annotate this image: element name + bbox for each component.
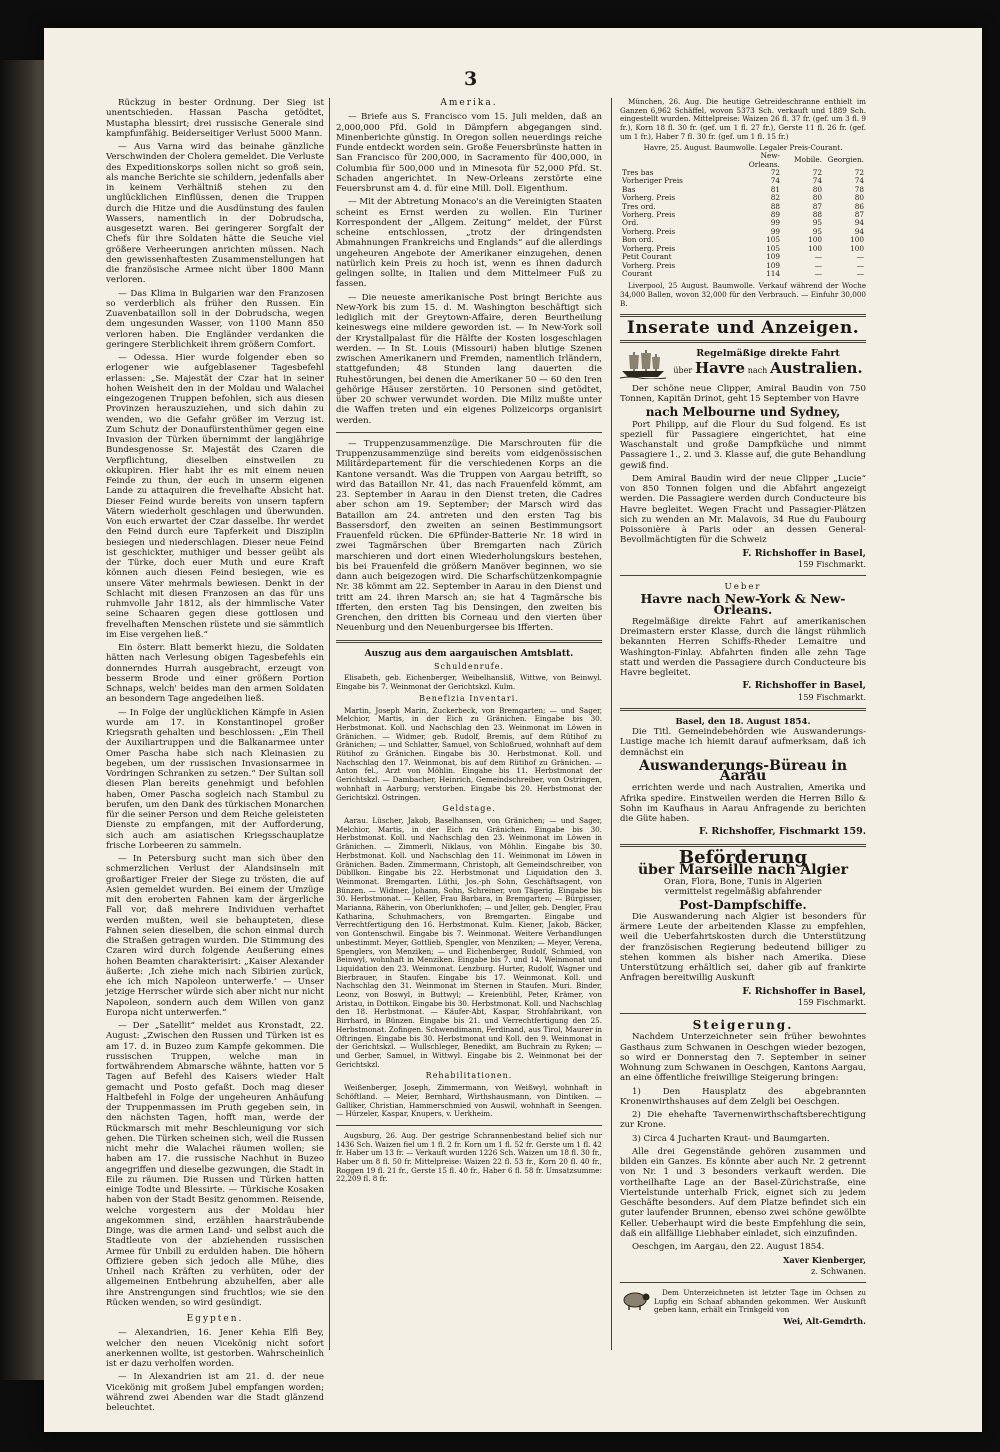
ad-text: Dem Amiral Baudin wird der neue Clipper „Lucie“ von 850 Tonnen folgen und die Abfahrt angezeigt werden. Die Passagiere werden durch Conducteure bis Havre begleitet. Wegen Fracht und Passagier-Plätzen sich zu wenden an Mr. Malavois, 34 Rue du Faubourg Poissonière à Paris oder an dessen General-Bevollmächtigten für die Schweiz — [620, 473, 866, 546]
table-row — [620, 262, 866, 270]
ad-list-item: 1) Den Hausplatz des abgebrannten Kronenwirthshauses auf dem Zelgli bei Oeschgen. — [620, 1086, 866, 1107]
ad-route-line — [670, 359, 866, 380]
ad-address: z. Schwanen. — [811, 1265, 866, 1276]
ad-pre: Regelmäßige direkte Fahrt — [696, 347, 840, 359]
ad-text: Nachdem Unterzeichneter sein früher bewohntes Gasthaus zum Schwanen in Oeschgen wieder bezogen, so wird er Donnerstag den 7. September in seiner Wohnung zum Schwanen in Oeschgen, Kantons Aargau, an eine öffentliche freiwillige Steigerung bringen: — [620, 1032, 866, 1084]
table-header — [620, 152, 740, 169]
ad-headline — [670, 349, 866, 380]
table-cell: Bon ord. — [622, 235, 654, 245]
table-cell: 87 — [854, 210, 864, 220]
table-cell: 74 — [854, 176, 864, 186]
divider — [620, 708, 866, 711]
ad-word: nach — [747, 365, 768, 375]
scan-left-edge — [0, 60, 44, 1380]
ad-signature: F. Richshoffer in Basel, — [742, 680, 866, 692]
table-cell: 105 — [766, 243, 780, 253]
ship-banner — [620, 349, 866, 380]
ad-text: Der schöne neue Clipper, Amiral Baudin von 750 Tonnen, Kapitän Drinot, geht 15 September von Havre — [620, 383, 866, 405]
section-heading-egypt: Egypten. — [186, 1314, 244, 1324]
section-heading-amtsblatt: Auszug aus dem aargauischen Amtsblatt. — [364, 648, 574, 659]
ad-text: errichten werde und nach Australien, Amerika und Afrika spedire. Einstweilen werden die Herren Billo & Sohn im Kaufhaus in Aarau Anfragende zu berichten die Güte haben. — [620, 783, 866, 825]
table-cell: 100 — [850, 243, 864, 253]
table-cell: 80 — [812, 184, 822, 194]
table-cell: 72 — [770, 168, 780, 178]
table-cell: Tres bas — [622, 168, 654, 178]
table-cell: 72 — [854, 168, 864, 178]
table-cell: — — [814, 252, 822, 262]
section-heading-inserate: Inserate und Anzeigen. — [626, 318, 860, 339]
ad-address: 159 Fischmarkt. — [797, 558, 866, 569]
table-cell: — — [814, 268, 822, 278]
ad-word: Ueber — [724, 582, 762, 593]
table-cell: 95 — [812, 226, 822, 236]
table-header: New-Orleans. — [748, 151, 780, 169]
ad-body — [654, 1289, 866, 1326]
divider — [620, 575, 866, 576]
ad-word: Havre — [694, 358, 745, 377]
article-paragraph: — In Petersburg sucht man sich über den schmerzlichen Verlust der Alandsinseln mit großartiger Freier der Siege zu trösten, die auf Asien gemeldet wurden. Bei einem der Umzüge mit den eroberten Fahnen kam der ärgerliche Fall vor, daß mehrere Individuen verhaftet werden mußten, weil sie behaupteten, diese Fahnen seien dieselben, die schon einmal durch die Straßen getragen wurden. Die Stimmung des Czaren wird durch folgende Aeußerung eines hohen Beamten charakterisirt: „Kaiser Alexander äußerte: ‚Ich ziehe mich nach Sibirien zurück, ehe ich mich Napoleon unterwerfe.‘ — Unser jetzige Herrscher würde sich aber nicht nur nicht Napoleon, sondern auch dem Willen von ganz Europa nicht unterwerfen.“ — [106, 854, 324, 1018]
table-cell: 99 — [770, 226, 780, 236]
ad-route: nach Melbourne und Sydney, — [645, 405, 841, 420]
ad-subtitle: Post-Dampfschiffe. — [679, 897, 807, 912]
ad-signature: F. Richshoffer in Basel, — [742, 547, 866, 559]
notice-text: Weißenberger, Joseph, Zimmermann, von Weißwyl, wohnhaft in Schöftland. — Meier, Bernhard, Wirthshausmann, von Dintiken. — Galliker, Christian, Hammerschmied von Auswil, wohnhaft in Seengen. — Hürzeler, Kaspar, Knupers, v. Uerkheim. — [336, 1083, 602, 1119]
article-paragraph: — Der „Satellit“ meldet aus Kronstadt, 22. August: „Zwischen den Russen und Türken ist es am 17. d. in Buzeo zum Kampfe gekommen. Die russischen Truppen, welche man in fortwährendem Abmarsche wähnte, hatten vor 5 Tagen auf Befehl des Kaisers wieder Halt gemacht und Posto gefaßt. Doch mag dieser Haltbefehl in Folge der ungeheuren Anhäufung der Truppenmassen im Pruth gegeben sein, in den nächsten Tagen, hofft man, werde der Rückmarsch mit mehr Beschleunigung vor sich gehen. Die Türken scheinen sich, weil die Russen nicht mehr die Walachei räumen wollen; sie haben am 17. die russische Nachhut in Buzeo angegriffen und dieselbe gezwungen, die Stadt in Eile zu räumen. Die Russen und Türken hatten einige Todte und Blessirte. — Türkische Kosaken haben von der Stadt Besitz genommen. Reisende, welche vorgestern aus der Moldau hier angekommen sind, erzählen haarsträubende Dinge, was die armen Land- und selbst auch die Stadtleute von der abziehenden russischen Armee für Unbill zu erdulden haben. Die höhern Offiziere geben sich jedoch alle Mühe, dies Unheil nach Kräften zu verhüten, oder der allgemeinen Entbehrung abzuhelfen, aber alle ihre Anstrengungen sind fruchtlos; wie sie den Rücken wenden, so wird gesündigt. — [106, 1021, 324, 1308]
table-cell: 78 — [854, 184, 864, 194]
table-cell: Tres ord. — [622, 201, 656, 211]
column-1 — [106, 98, 324, 1416]
table-cell: 100 — [808, 235, 822, 245]
table-cell: 80 — [812, 193, 822, 203]
article-paragraph: — Das Klima in Bulgarien war den Franzosen so verderblich als früher den Russen. Ein Zuavenbataillon soll in der Dobrudscha, wegen dem ungesunden Wasser, von 1100 Mann 850 verloren haben. Die Engländer verdanken die geringere Sterblichkeit ihrem größern Comfort. — [106, 288, 324, 350]
notice-text: Martin, Joseph Marin, Zuckerbeck, von Bremgarten; — und Sager, Melchior, Martis, in der Eich zu Gränichen. Eingabe bis 30. Herbstmonat. Koll. und Nachschlag den 23. Weinmonat im Löwen in Gränichen. — Widmer, geb. Rudolf, Bremis, auf dem Rütihof zu Gränichen; — und Schlatter, Samuel, von Schloßrued, wohnhaft auf dem Rütihof zu Gränichen. Eingabe bis 30. Herbstmonat. Koll. und Nachschlag den 17. Weinmonat, bis auf dem Rütihof zu Gränichen. — Anton fel., Arzt von Möhlin. Eingabe bis 11. Herbstmonat der Gerichtskzl. — Dambacher, Heinrich, Gemeindschreiber, von Ostringen, wohnhaft in Aarburg; verstorben. Eingabe bis 20. Herbstmonat der Gerichtskzl. Ostringen. — [336, 705, 602, 802]
table-row — [620, 270, 866, 278]
column-rule — [611, 98, 612, 1350]
notice-text: Elisabeth, geb. Eichenberger, Weibelhansliß, Wittwe, von Beinwyl. Eingabe bis 7. Weinmonat der Gerichtskzl. Kulm. — [336, 673, 602, 692]
table-header-row — [620, 152, 866, 169]
table-cell: 100 — [808, 243, 822, 253]
advertisement-newyork — [620, 582, 866, 702]
table-row — [620, 177, 866, 185]
subheading: Rehabilitationen. — [425, 1071, 513, 1081]
table-cell: Vorheriger Preis — [622, 176, 683, 186]
table-cell: Vorherg. Preis — [622, 260, 676, 270]
divider — [620, 340, 866, 343]
ad-signature: F. Richshoffer in Basel, — [742, 985, 866, 997]
table-cell: 89 — [770, 210, 780, 220]
advertisement-buereau — [620, 717, 866, 838]
table-cell: 74 — [770, 176, 780, 186]
table-cell: 74 — [812, 176, 822, 186]
divider — [336, 1125, 602, 1126]
article-paragraph: — Briefe aus S. Francisco vom 15. Juli melden, daß an 2,000,000 Pfd. Gold in Dämpfern abgegangen sind. Minenberichte günstig. In Oregon sollen neuerdings reiche Funde entdeckt worden sein. Große Feuersbrünste hatten in San Francisco für 200,000, in Sacramento für 400,000, in Columbia für 500,000 und in Minesota für 52,000 Pfd. St. Schaden angerichtet. In New-Orleans zerstörte eine Feuersbrunst am 4. d. für eine Mill. Doll. Eigenthum. — [336, 112, 602, 194]
ad-signature: Xaver Kienberger, — [783, 1255, 866, 1266]
advertisement-australia — [620, 349, 866, 570]
notice-text: Aarau. Lüscher, Jakob, Baselhansen, von Gränichen; — und Sager, Melchior, Martis, in der Eich zu Gränichen. Eingabe bis 30. Herbstmonat. Koll. und Nachschlag den 23. Weinmonat im Löwen in Gränichen. — Zimmerli, Niklaus, von Möhlin. Eingabe bis 30. Herbstmonat. Koll. und Nachschlag den 11. Weinmonat im Löwen in Gränichen. Baden. Zimmermann, Christoph, alt Gemeindschreiber, von Dübllkon. Eingabe bis 22. Herbstmonat und Liquidation den 3. Weinmonat. Bremgarten. Lüthi, Jos.-ph Sohn, Geschäftsagent, von Bünzen. — Widmer, Johann, Sohn, Schreiner, von Tägerig. Eingabe bis 30. Herbstmonat. — Keller, Frau Barbara, in Bremgarten; — Bürgisser, Marianna, Räherin, von Oberlunkhofen; — und Jeller, geb. Dengler, Frau Katharina, Schuhmachers, von Bremgarten. Eingabe und Verrechtfertigung den 16. Herbstmonat. Kulm. Kiener, Jakob, Bäcker, von Gontenschwil. Eingabe bis 7. Weinmonat. Weitere Verhandlungen unbestimmt. Meyer, Gottlieb, Spengler, von Menziken; — Meyer, Verena, Spenglers, von Menziken; — und Eichenberger, Rudolf, Schmied, von Beinwyl, wohnhaft in Menziken. Eingabe bis 7. und 14. Weinmonat und Liquidation den 23. Weinmonat. Lenzburg. Hurter, Rudolf, Wagner und Bierbrauer, in Staufen. Eingabe bis 17. Weinmonat. Koll. und Nachschlag den 31. Weinmonat im Sternen in Staufen. Muri. Binder, Leonz, von Boswyl, in Buttwyl; — Kreienbühl, Peter, Krämer, von Aristau, in Dottikon. Eingabe bis 30. Herbstmonat. Koll. und Nachschlag den 18. Herbstmonat. — Käufer-Abt, Kaspar, Strohfabrikant, von Birrhard, in Bünzen. Eingabe bis 21. und Verrechtfertigung den 25. Herbstmonat. Zofingen. Schwendimann, Ferdinand, aus Tirol, Maurer in Oftringen. Eingabe bis 30. Herbstmonat und Koll. den 9. Weinmonat in der Gerichtskzl. — Wullschleger, Benedikt, am Buchrain zu Ryken; — und Gerber, Samuel, in Wittwyl. Eingabe bis 2. Weinmonat bei der Gerichtskzl. — [336, 816, 602, 1069]
table-row — [620, 228, 866, 236]
table-cell: 86 — [854, 201, 864, 211]
article-paragraph: Ein österr. Blatt bemerkt hiezu, die Soldaten hätten nach Verlesung obigen Tagesbefehls ein donnerndes Hurrah ausgebracht, erzeugt von besserm Brode und einer größern Portion Schnaps, welch' beides man den armen Soldaten an besondern Tage angedeihen ließ. — [106, 643, 324, 705]
table-cell: Vorherg. Preis — [622, 243, 676, 253]
ad-dateline: Basel, den 18. August 1854. — [675, 716, 811, 727]
table-cell: 72 — [812, 168, 822, 178]
column-3 — [620, 98, 866, 1326]
article-paragraph: Rückzug in bester Ordnung. Der Sieg ist unentschieden. Hassan Pascha getödtet, Mustapha blessirt; drei russische Generale sind kampfunfähig. Beiderseitiger Verlust 5000 Mann. — [106, 98, 324, 139]
column-rule — [329, 98, 330, 1350]
table-cell: — — [856, 252, 864, 262]
divider — [620, 1282, 866, 1283]
havre-heading: Havre, 25. August. Baumwolle. Legaler Preis-Courant. — [643, 142, 843, 152]
table-cell: Vorherg. Preis — [622, 210, 676, 220]
table-row — [620, 194, 866, 202]
article-paragraph: — In Folge der unglücklichen Kämpfe in Asien wurde am 17. in Konstantinopel großer Kriegsrath gehalten und beschlossen: „Ein Theil der Auxiliartruppen und die Balkanarmee unter Omer Pascha habe sich nach Kleinasien zu begeben, um der russischen Invasionsarmee in Vordringen Schranken zu setzen.“ Der Sultan soll diesen Plan bereits genehmigt und befohlen haben, Omer Pascha sogleich nach Stambul zu berufen, um den Dank des türkischen Monarchen für die seiner Person und dem Reiche geleisteten Dienste zu empfangen, mit der Aufforderung, sich auch am asiatischen Kriegsschauplatze frische Lorbeeren zu sammeln. — [106, 707, 324, 851]
table-cell: — — [814, 260, 822, 270]
article-paragraph: — Mit der Abtretung Monaco's an die Vereinigten Staaten scheint es Ernst werden zu wollen. Ein Turiner Korrespondent der „Allgem. Zeitung“ meldet, der Fürst scheine entschlossen, „trotz der dringendsten Abmahnungen Frankreichs und Englands“ auf die allerdings ungeheuren Angebote der Amerikaner einzugehen, denen natürlich kein Preis zu hoch ist, wenn es ihnen dadurch gelingen sollte, in Italien und dem Mittelmeer Fuß zu fassen. — [336, 197, 602, 290]
ad-text: Dem Unterzeichneten ist letzter Tage im Ochsen zu Lupfig ein Schaaf abhanden gekommen. Wer Auskunft geben kann, erhält ein Trinkgeld von — [654, 1287, 866, 1315]
ad-subtitle: Oran, Flora, Bone, Tunis in Algerien — [663, 877, 823, 888]
ad-subtitle: vermittelst regelmäßig abfahrender — [664, 887, 822, 898]
ad-address: 159 Fischmarkt. — [797, 691, 866, 702]
ad-text: Die Auswanderung nach Algier ist besonders für ärmere Leute der arbeitenden Klasse zu empfehlen, weil die Ueberfahrtskosten durch die Unterstützung der französischen Regierung bedeutend billiger zu stehen kommen als bisher nach Amerika. Diese Unterstützung erhältlich sei, daher gib auf frankirte Anfragen bereitwillig Auskunft — [620, 911, 866, 984]
market-report: München, 26. Aug. Die heutige Getreideschranne enthielt im Ganzen 6,962 Schäffel, wovon 5373 Sch. verkauft und 1889 Sch. eingestellt wurden. Mittelpreise: Waizen 26 fl. 37 fr. (gef. um 3 fl. 9 fr.), Korn 18 fl. 30 fr. (gef. um 1 fl. 27 fr.), Gerste 11 fl. 26 fr. (gef. um 1 fr.), Haber 7 fl. 30 fr. (gef. um 1 fl. 15 fr.) — [620, 97, 866, 141]
market-report: Augsburg, 26. Aug. Der gestrige Schrannenbestand belief sich nur 1436 Sch. Waizen fiel um 1 fl. 2 fr. Korn um 1 fl. 52 fr. Gerste um 1 fl. 42 fr. Haber um 13 fr. — Verkauft wurden 1226 Sch. Waizen um 18 fl. 30 fr., Haber um 8 fl. 50 fr. Mittelpreise: Waizen 22 fl. 53 fr., Korn 20 fl. 40 fr., Roggen 19 fl. 21 fr., Gerste 15 fl. 40 fr., Haber 6 fl. 58 fr. Umsatzsumme: 22,209 fl. 8 fr. — [336, 1130, 602, 1184]
article-paragraph: — In Alexandrien ist am 21. d. der neue Vicekönig mit großem Jubel empfangen worden; während zwei Abenden war die Stadt glänzend beleuchtet. — [106, 1372, 324, 1413]
table-cell: 105 — [766, 235, 780, 245]
sheep-icon — [620, 1289, 650, 1311]
table-cell: 109 — [766, 260, 780, 270]
subheading: Benefizia Inventari. — [419, 693, 519, 703]
table-cell: 94 — [854, 218, 864, 228]
article-paragraph: — Odessa. Hier wurde folgender eben so erlogener wie aufgeblasener Tagesbefehl erlassen: „Se. Majestät der Czar hat in seiner hohen Weisheit den in der Moldau und Walachei eingezogenen Truppen befohlen, sich aus diesen Provinzen herauszuziehen, und sich dahin zu wenden, wo die Gefahr größer im Verzug ist. Zum Schutz der Donaufürstenthümer gegen eine Invasion der Türken übernimmt der langjährige Bundesgenosse Sr. Majestät des Czaren die Verpflichtung, dieselben einstweilen zu okkupiren. Hier habt ihr es mit einem neuen Feinde zu thun, der euch in unserm eigenen Lande zu attaquiren die frevelhafte Absicht hat. Dieser Feind wurde bereits von unsern tapfern Vätern wiederholt geschlagen und überwunden. Von euch erwartet der Czar dasselbe. Ihr werdet den Feind durch eure Tapferkeit und Disziplin besiegen und niederschlagen. Dieser neue Feind ist geschickter, muthiger und besser geübt als der Türke, doch euer Muth und eure Kraft können auch diesen Feind besiegen, wie es unsere Väter mehrmals bewiesen. Denkt in der Schlacht mit diesen Franzosen an das für uns ruhmvolle Jahr 1812, als der himmlische Vater seine Schaaren gegen diese gottlosen und frevelhaften Menschen rüstete und sie sämmtlich im Eise vergehen ließ.“ — [106, 353, 324, 640]
table-cell: 114 — [766, 268, 780, 278]
cotton-price-table — [620, 152, 866, 278]
table-cell: Ord. — [622, 218, 639, 228]
table-cell: 94 — [854, 226, 864, 236]
ad-text: Alle drei Gegenstände gehören zusammen und bilden ein Ganzes. Es könnte aber auch Nr. 2 getrennt von Nr. 1 und 3 besonders verkauft werden. Die vortheilhafte Lage an der Basel-Zürichstraße, eine Viertelstunde unterhalb Frick, eignet sich zu jedem Geschäfte besonders. Auf dem Platze befindet sich ein guter laufender Brunnen, ebenso zwei schöne gewölbte Keller. Ueberhaupt wird die beste Empfehlung die sein, daß ein allfällige Liebhaber einladet, sich einzufinden. — [620, 1146, 866, 1239]
ad-title: Havre nach New-York & New-Orleans. — [640, 591, 846, 617]
ad-route: über Marseille nach Algier — [638, 861, 848, 878]
ad-dateline: Oeschgen, im Aargau, den 22. August 1854. — [632, 1242, 825, 1253]
advertisement-steigerung — [620, 1020, 866, 1276]
ad-text: Die Titl. Gemeindebehörden wie Auswanderungs-Lustige mache ich hiemit darauf aufmerksam, daß ich demnächst ein — [620, 727, 866, 758]
ad-title: Steigerung. — [692, 1018, 794, 1033]
section-heading-amerika: Amerika. — [440, 98, 498, 108]
table-cell: 88 — [812, 210, 822, 220]
amtsblatt-body — [336, 663, 602, 1184]
table-cell: 82 — [770, 193, 780, 203]
ad-signature: F. Richshoffer, Fischmarkt 159. — [699, 826, 866, 838]
column-2 — [336, 98, 602, 1186]
article-paragraph: — Aus Varna wird das beinahe gänzliche Verschwinden der Cholera gemeldet. Die Verluste des Expeditionskorps sollen nicht so groß sein, als manche Berichte sie schildern, jedenfalls aber in keinem Verhältniß stehen zu den unglücklichen Einflüssen, denen die Truppen durch die Hitze und die Ausdünstung des faulen Wassers, namentlich in der Dobrudscha, ausgesetzt waren. Bei geringerer Sorgfalt der Chefs für ihre Soldaten hätte die Seuche viel größere Verheerungen anrichten müssen. Nach den gewissenhaftesten Zusammenstellungen hat die französische Armee nicht über 1800 Mann verloren. — [106, 142, 324, 286]
table-cell: 109 — [766, 252, 780, 262]
ad-word: Australien. — [770, 358, 863, 377]
table-cell: — — [856, 268, 864, 278]
table-cell: Courant — [622, 268, 653, 278]
table-cell: Vorherg. Preis — [622, 226, 676, 236]
table-cell: Vorherg. Preis — [622, 193, 676, 203]
page-number: 3 — [464, 68, 478, 90]
ad-text: Regelmäßige direkte Fahrt auf amerikanischen Dreimastern erster Klasse, durch die längst rühmlich bekannten Herren Schiffs-Rheder Lemaitre und Washington-Finlay. Abfahrten finden alle zehn Tage statt und werden die Passagiere durch Conducteure bis Havre begleitet. — [620, 616, 866, 679]
subheading: Geldstage. — [442, 804, 496, 814]
sailing-ship-icon — [620, 349, 666, 379]
market-reports — [620, 98, 866, 308]
ad-title: Beförderung — [678, 846, 808, 868]
advertisement-algier — [620, 846, 866, 1008]
table-cell: 88 — [770, 201, 780, 211]
divider — [620, 314, 866, 317]
table-cell: 99 — [770, 218, 780, 228]
table-cell: — — [856, 260, 864, 270]
ad-word: über — [673, 365, 693, 375]
table-header: Georgien. — [827, 155, 864, 165]
divider — [336, 640, 602, 643]
article-paragraph: — Alexandrien, 16. Jener Kehia Elfi Bey, welcher den neuen Vicekönig nicht sofort anerkennen wollte, ist gestorben. Wahrscheinlich ist er dazu verholfen worden. — [106, 1328, 324, 1369]
table-header: Mobile. — [794, 155, 822, 165]
table-cell: 95 — [812, 218, 822, 228]
ad-title: Auswanderungs-Büreau in Aarau — [638, 757, 848, 785]
subheading: Schuldenrufe. — [433, 661, 505, 671]
advertisement-schaaf — [620, 1289, 866, 1326]
divider — [336, 432, 602, 433]
table-row — [620, 211, 866, 219]
table-cell: 80 — [854, 193, 864, 203]
table-cell: 87 — [812, 201, 822, 211]
table-cell: Bas — [622, 184, 636, 194]
article-paragraph: — Truppenzusammenzüge. Die Marschrouten für die Truppenzusammenzüge sind bereits vom eidgenössischen Militärdepartement für die verschiedenen Korps an die Kantone versandt. Was die Truppen von Aargau betrifft, so wird das Bataillon Nr. 41, das nach Frauenfeld kömmt, am 23. September in Aarau in den Dienst treten, die Cadres aber schon am 19. September; der Marsch wird das Bataillon am 24. antreten und den ersten Tag bis Bassersdorf, den zweiten an seinen Bestimmungsort Frauenfeld rücken. Die 6Pfünder-Batterie Nr. 18 wird in zwei Tagmärschen über Bremgarten nach Zürich marschieren und dort einen Wiederholungskurs bestehen, bis bei Frauenfeld die größern Manöver beginnen, wo sie dann auch beigezogen wird. Die Scharfschützenkompagnie Nr. 38 kömmt am 22. September in Aarau in den Dienst und tritt am 24. ihren Marsch an; sie hat 4 Tagmärsche bis Ifferten, den ersten Tag bis Densingen, den zweiten bis Grenchen, den dritten bis Corneau und den vierten über Neuenburg und den Neuenburgersee bis Ifferten. — [336, 438, 602, 634]
market-report: Liverpool, 25 August. Baumwolle. Verkauf während der Woche 34,000 Ballen, wovon 32,000 für den Verbrauch. — Einfuhr 30,000 B. — [620, 281, 866, 308]
divider — [620, 1013, 866, 1014]
article-paragraph: — Die neueste amerikanische Post bringt Berichte aus New-York bis zum 15. d. M. Washington beschäftigt sich lediglich mit der Greytown-Affaire, deren Beurtheilung keineswegs eine mildere geworden ist. — In New-York soll der Krystallpalast für die Hälfte der Kosten losgeschlagen werden. — In St. Louis (Missouri) haben blutige Szenen zwischen Amerikanern und Fremden, namentlich Irländern, stattgefunden; 48 Stunden lang dauerten die Ruhestörungen, bei denen die Amerikaner 50 — 60 den Iren gehörige Häuser zerstörten. 10 Personen sind getödtet, über 20 schwer verwundet worden. Die Miliz mußte unter die Waffen treten und ein eigenes Polizeicorps organisirt werden. — [336, 292, 602, 426]
ad-list-item: 3) Circa 4 Jucharten Kraut- und Baumgarten. — [632, 1133, 830, 1144]
table-cell: 100 — [850, 235, 864, 245]
ad-list-item: 2) Die ehehafte Tavernenwirthschaftsberechtigung zur Krone. — [620, 1110, 866, 1131]
table-cell: 81 — [770, 184, 780, 194]
ad-signature: Wei, Alt-Gemdrth. — [783, 1316, 866, 1327]
ad-address: 159 Fischmarkt. — [797, 996, 866, 1007]
table-cell: Petit Courant — [622, 252, 672, 262]
ad-text: Port Philipp, auf die Flour du Sud folgend. Es ist speziell für Passagiere eingerichtet, hat eine Waschanstalt und große Dampfküche und nimmt Passagiere 1., 2. und 3. Klasse auf, die gute Behandlung gewiß find. — [620, 419, 866, 471]
